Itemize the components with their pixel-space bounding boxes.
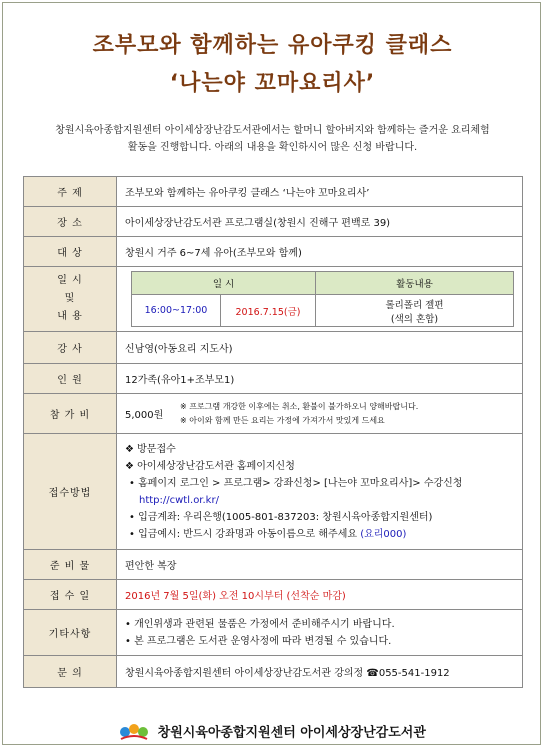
schedule-header-activity: 활동내용 <box>316 272 514 295</box>
fee-amount: 5,000원 <box>125 410 164 421</box>
label-schedule-1: 일 시 <box>57 275 83 286</box>
org-logo-icon <box>119 720 149 746</box>
schedule-time: 16:00~17:00 <box>132 295 221 327</box>
label-schedule <box>24 267 117 332</box>
value-subject: 조부모와 함께하는 유아쿠킹 클래스 ‘나는야 꼬마요리사’ <box>117 177 523 207</box>
row-prepare <box>24 550 523 580</box>
row-place <box>24 207 523 237</box>
label-instructor: 강 사 <box>24 332 117 364</box>
intro-line1: 창원시육아종합지원센터 아이세상장난감도서관에서는 할머니 할아버지와 함께하는 즐거운 요리체험 <box>55 125 490 136</box>
value-place: 아이세상장난감도서관 프로그램실(창원시 진해구 편백로 39) <box>117 207 523 237</box>
label-prepare: 준 비 물 <box>24 550 117 580</box>
footer-org-name: 창원시육아종합지원센터 아이세상장난감도서관 <box>157 725 426 741</box>
apply-url-link[interactable]: http://cwtl.or.kr/ <box>139 494 219 506</box>
footer <box>0 720 545 746</box>
apply-account: • 입금계좌: 우리은행(1005-801-837203: 창원시육아종합지원센터) <box>129 511 433 523</box>
row-etc <box>24 610 523 656</box>
label-people: 인 원 <box>24 364 117 394</box>
value-apply <box>117 434 523 550</box>
apply-example-text: • 입금예시: 반드시 강좌명과 아동이름으로 해주세요 <box>129 528 361 540</box>
value-fee <box>117 394 523 434</box>
label-schedule-2: 및 <box>64 293 76 304</box>
intro-text <box>30 122 515 156</box>
fee-note-2: ※ 아이와 함께 만든 요리는 가정에 가져가서 맛있게 드세요 <box>180 415 385 425</box>
label-subject: 주 제 <box>24 177 117 207</box>
apply-homepage: ❖ 아이세상장난감도서관 홈페이지신청 <box>125 460 295 472</box>
value-target: 창원시 거주 6~7세 유아(조부모와 함께) <box>117 237 523 267</box>
etc-item-1: • 개인위생과 관련된 물품은 가정에서 준비해주시기 바랍니다. <box>125 618 395 630</box>
info-table <box>23 176 523 688</box>
schedule-activity <box>316 295 514 327</box>
intro-line2: 활동을 진행합니다. 아래의 내용을 확인하시어 많은 신청 바랍니다. <box>127 142 418 153</box>
label-date-open: 접 수 일 <box>24 580 117 610</box>
apply-example <box>125 526 514 543</box>
page-title-line2: ‘나는야 꼬마요리사’ <box>169 71 376 96</box>
value-contact: 창원시육아종합지원센터 아이세상장난감도서관 강의정 ☎055-541-1912 <box>117 656 523 688</box>
label-target: 대 상 <box>24 237 117 267</box>
row-subject <box>24 177 523 207</box>
apply-visit: ❖ 방문접수 <box>125 443 176 455</box>
row-target <box>24 237 523 267</box>
row-instructor <box>24 332 523 364</box>
row-apply <box>24 434 523 550</box>
label-schedule-3: 내 용 <box>57 311 83 322</box>
label-apply: 접수방법 <box>24 434 117 550</box>
etc-item-2: • 본 프로그램은 도서관 운영사정에 따라 변경될 수 있습니다. <box>125 635 392 647</box>
value-schedule <box>117 267 523 332</box>
value-date-open: 2016년 7월 5일(화) 오전 10시부터 (선착순 마감) <box>117 580 523 610</box>
value-prepare: 편안한 복장 <box>117 550 523 580</box>
label-place: 장 소 <box>24 207 117 237</box>
row-people <box>24 364 523 394</box>
schedule-activity-line2: (색의 혼합) <box>390 313 439 325</box>
schedule-activity-line1: 롤리폴리 젤편 <box>385 299 444 311</box>
row-date-open <box>24 580 523 610</box>
schedule-date: 2016.7.15(금) <box>221 295 316 327</box>
schedule-header-date: 일 시 <box>132 272 316 295</box>
value-instructor: 신남영(아동요리 지도사) <box>117 332 523 364</box>
schedule-table <box>131 271 514 327</box>
apply-steps: • 홈페이지 로그인 > 프로그램> 강좌신청> [나는야 꼬마요리사]> 수강신청 <box>129 477 463 489</box>
apply-example-code: (요리000) <box>360 528 407 540</box>
page-title-line1: 조부모와 함께하는 유아쿠킹 클래스 <box>92 33 453 58</box>
row-fee <box>24 394 523 434</box>
fee-note-1: ※ 프로그램 개강한 이후에는 취소, 환불이 불가하오니 양해바랍니다. <box>180 401 419 411</box>
label-fee: 참 가 비 <box>24 394 117 434</box>
row-schedule <box>24 267 523 332</box>
value-people: 12가족(유아1+조부모1) <box>117 364 523 394</box>
row-contact <box>24 656 523 688</box>
label-etc: 기타사항 <box>24 610 117 656</box>
label-contact: 문 의 <box>24 656 117 688</box>
value-etc <box>117 610 523 656</box>
